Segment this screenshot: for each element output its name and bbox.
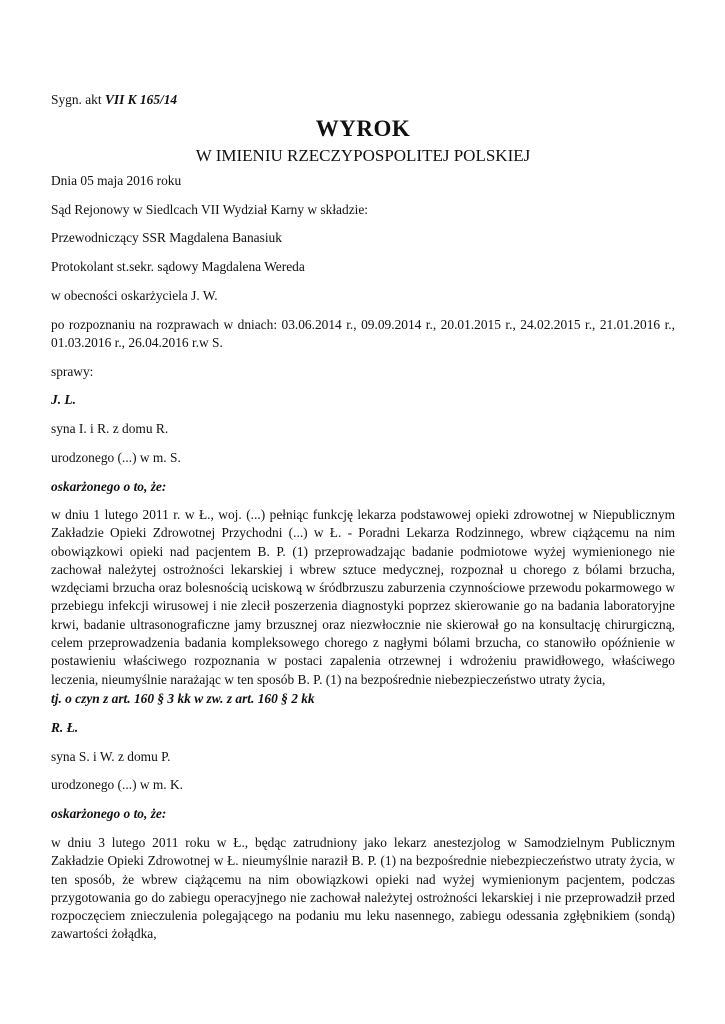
- defendant-2-name: R. Ł.: [51, 720, 79, 735]
- defendant-1-name: J. L.: [51, 392, 76, 407]
- case-reference: [51, 91, 675, 109]
- defendant-1-parents: syna I. i R. z domu R.: [51, 421, 169, 436]
- defendant-1-charge-label: oskarżonego o to, że:: [51, 479, 167, 494]
- case-number: VII K 165/14: [104, 92, 178, 107]
- document-page: [51, 0, 675, 1024]
- document-title: WYROK: [315, 116, 411, 141]
- defendant-1-charge-text: w dniu 1 lutego 2011 r. w Ł., woj. (...) pełniąc funkcję lekarza podstawowej opieki zdrowotnej w Niepublicznym Zakładzie Opieki Zdrowotnej Przychodni (...) w Ł. - Poradni Lekarza Rodzinnego, wbrew ciążącemu na nim obowiązkowi opieki nad pacjentem B. P. (1) przeprowadzając badanie podmiotowe wyżej wymienionego nie zachował należytej ostrożności lekarskiej i wbrew sztuce medycznej, rozpoznał u chorego z bólami brzucha, wzdęciami brzucha oraz bolesnością uciskową w śródbrzuszu zaburzenia czynnościowe przewodu pokarmowego w przebiegu infekcji wirusowej i nie zlecił poszerzenia diagnostyki poprzez skierowanie go na badania laboratoryjne krwi, badanie ultrasonograficzne jamy brzusznej oraz niezwłocznie nie skierował go na konsultację chirurgiczną, celem przeprowadzenia badania kompleksowego chorego z nagłymi bólami brzucha, co stanowiło opóźnienie w postawieniu właściwego rozpoznania w postaci zapalenia otrzewnej i wdrożeniu prawidłowego, właściwego leczenia, nieumyślnie narażając w ten sposób B. P. (1) na bezpośrednie niebezpieczeństwo utraty życia,: [51, 507, 675, 687]
- case-reference-prefix: Sygn. akt: [51, 92, 102, 107]
- defendant-2-birth: urodzonego (...) w m. K.: [51, 777, 184, 792]
- court-composition: Sąd Rejonowy w Siedlcach VII Wydział Karny w składzie:: [51, 202, 369, 217]
- defendant-1-legal-qualification: tj. o czyn z art. 160 § 3 kk w zw. z art. 160 § 2 kk: [51, 691, 315, 706]
- defendant-2-charge-label: oskarżonego o to, że:: [51, 806, 167, 821]
- document-subtitle: W IMIENIU RZECZYPOSPOLITEJ POLSKIEJ: [195, 146, 531, 165]
- judgment-date: Dnia 05 maja 2016 roku: [51, 173, 182, 188]
- defendant-2-parents: syna S. i W. z domu P.: [51, 749, 171, 764]
- hearing-dates: po rozpoznaniu na rozprawach w dniach: 03.06.2014 r., 09.09.2014 r., 20.01.2015 r., 24.02.2015 r., 21.01.2016 r., 01.03.2016 r., 26.04.2016 r.w S.: [51, 317, 675, 351]
- cases-label: sprawy:: [51, 364, 94, 379]
- presiding-judge: Przewodniczący SSR Magdalena Banasiuk: [51, 230, 282, 245]
- defendant-2-charge-text: w dniu 3 lutego 2011 roku w Ł., będąc zatrudniony jako lekarz anestezjolog w Samodzielnym Publicznym Zakładzie Opieki Zdrowotnej w Ł. nieumyślnie naraził B. P. (1) na bezpośrednie niebezpieczeństwo utraty życia, w ten sposób, że wbrew ciążącemu na nim obowiązkowi opieki nad wyżej wymienionym pacjentem, podczas przygotowania go do zabiegu operacyjnego nie zachował należytej ostrożności lekarskiej i nie przeprowadził przed rozpoczęciem znieczulenia polegającego na podaniu mu leku nasennego, zabiegu odessania zgłębnikiem (sondą) zawartości żołądka,: [51, 835, 675, 942]
- defendant-1-birth: urodzonego (...) w m. S.: [51, 450, 181, 465]
- prosecutor-presence: w obecności oskarżyciela J. W.: [51, 288, 218, 303]
- court-clerk: Protokolant st.sekr. sądowy Magdalena Wereda: [51, 259, 305, 274]
